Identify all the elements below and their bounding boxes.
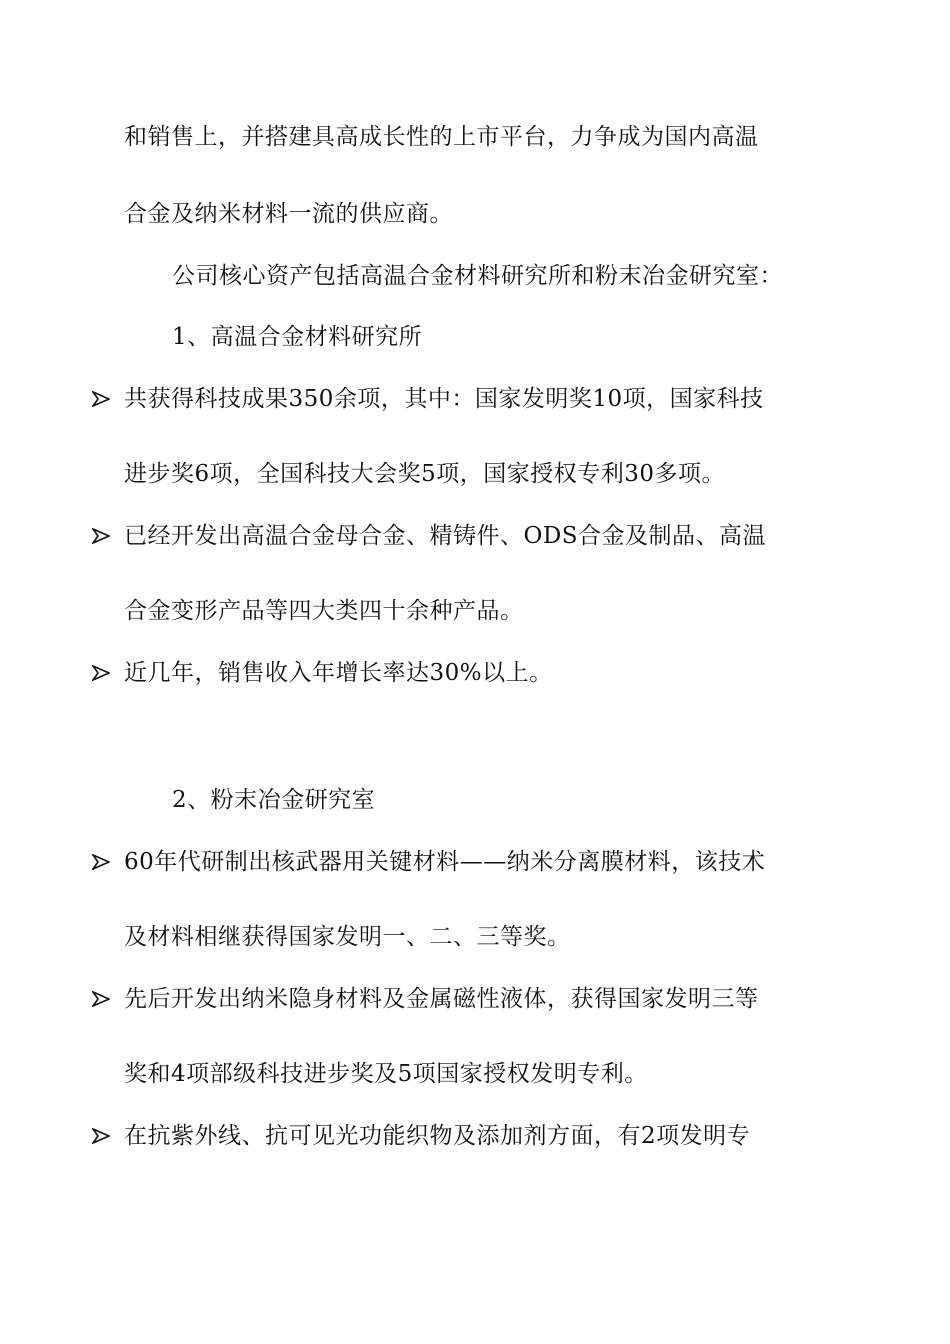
arrow-bullet-icon bbox=[92, 984, 112, 1014]
section-2-bullet-3-line-1: 在抗紫外线、抗可见光功能织物及添加剂方面，有2项发明专 bbox=[124, 1123, 751, 1149]
section-1-bullet-2-line-2: 合金变形产品等四大类四十余种产品。 bbox=[124, 598, 524, 624]
arrow-bullet-icon bbox=[92, 658, 112, 688]
section-1-bullet-1-line-2: 进步奖6项，全国科技大会奖5项，国家授权专利30多项。 bbox=[124, 461, 726, 487]
section-1-bullet-2-line-1: 已经开发出高温合金母合金、精铸件、ODS合金及制品、高温 bbox=[124, 523, 767, 549]
section-2-bullet-2-line-2: 奖和4项部级科技进步奖及5项国家授权发明专利。 bbox=[124, 1061, 648, 1087]
arrow-bullet-icon bbox=[92, 521, 112, 551]
section-2-bullet-1-line-1: 60年代研制出核武器用关键材料——纳米分离膜材料，该技术 bbox=[124, 849, 766, 875]
core-assets-paragraph: 公司核心资产包括高温合金材料研究所和粉末冶金研究室： bbox=[172, 263, 783, 289]
arrow-bullet-icon bbox=[92, 384, 112, 414]
section-1-bullet-3-line-1: 近几年，销售收入年增长率达30%以上。 bbox=[124, 660, 553, 686]
section-2-heading: 2、粉末冶金研究室 bbox=[172, 787, 376, 813]
arrow-bullet-icon bbox=[92, 847, 112, 877]
intro-line-1: 和销售上，并搭建具高成长性的上市平台，力争成为国内高温 bbox=[124, 124, 759, 150]
section-2-bullet-2-line-1: 先后开发出纳米隐身材料及金属磁性液体，获得国家发明三等 bbox=[124, 986, 759, 1012]
section-2-bullet-1-line-2: 及材料相继获得国家发明一、二、三等奖。 bbox=[124, 924, 571, 950]
section-1-heading: 1、高温合金材料研究所 bbox=[172, 324, 423, 350]
arrow-bullet-icon bbox=[92, 1121, 112, 1151]
intro-line-2: 合金及纳米材料一流的供应商。 bbox=[124, 201, 453, 227]
section-1-bullet-1-line-1: 共获得科技成果350余项，其中：国家发明奖10项，国家科技 bbox=[124, 386, 764, 412]
